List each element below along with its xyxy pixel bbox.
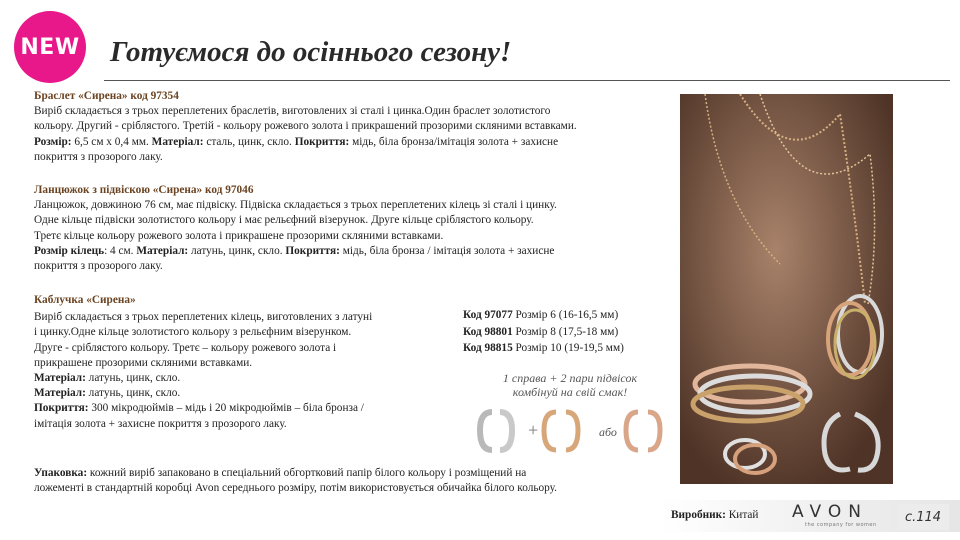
ring-coating-value: 300 мікродюймів – мідь і 20 мікродюймів – біла бронза / — [88, 402, 364, 415]
ring-material2-label: Матеріал: — [34, 387, 86, 400]
bracelet-size-label: Розмір: — [34, 135, 72, 148]
bracelet-specs — [34, 135, 674, 150]
jewelry-photo-art — [680, 94, 893, 484]
chain-material: латунь, цинк, скло. — [188, 244, 286, 257]
jewelry-photo — [680, 94, 893, 484]
bracelet-coating-2: покриття з прозорого лаку. — [34, 150, 163, 163]
ring-coating — [34, 401, 459, 416]
ring-code: Код 98815 — [463, 342, 513, 354]
chain-title: Ланцюжок з підвіскою «Сирена» код 97046 — [34, 184, 254, 196]
packaging-line-1 — [34, 466, 674, 481]
bracelet-coating-label: Покриття: — [294, 135, 350, 148]
bracelet-size: 6,5 см х 0,4 мм. — [71, 135, 152, 148]
promo-or: або — [599, 425, 617, 439]
ring-codes — [463, 307, 624, 357]
ring-coating-2: імітація золота + захисне покриття з прозорого лаку. — [34, 417, 287, 430]
avon-tagline: the company for women — [805, 522, 877, 528]
ring-code: Код 97077 — [463, 309, 513, 321]
ring-material — [34, 371, 459, 386]
packaging-section — [34, 466, 674, 496]
bracelet-material-label: Матеріал: — [151, 135, 204, 148]
ring-material-value: латунь, цинк, скло. — [85, 372, 181, 385]
packaging-label: Упаковка: — [34, 467, 88, 479]
ring-desc-4: прикрашене прозорими скляними вставками. — [34, 356, 253, 369]
manufacturer-value: Китай — [725, 509, 759, 521]
header-divider — [104, 80, 950, 81]
page-headline: Готуємося до осіннього сезону! — [110, 36, 512, 68]
ring-code: Код 98801 — [463, 325, 513, 338]
chain-material-label: Матеріал: — [136, 244, 189, 257]
ring-title: Каблучка «Сирена» — [34, 294, 136, 306]
bracelet-desc-2: кольору. Другий - сріблястого. Третій - кольору рожевого золота і прикрашений прозорими скляними вставками. — [34, 120, 577, 133]
chain-size: : 4 см. — [104, 244, 137, 257]
ring-size: Розмір 10 (19-19,5 мм) — [512, 342, 624, 354]
gold-earring-icon — [544, 412, 578, 450]
chain-coating: мідь, біла бронза / імітація золота + захисне — [339, 244, 555, 257]
chain-size-label: Розмір кілець — [34, 244, 105, 257]
packaging-line-2: ложементі в стандартній коробці Avon середнього розміру, потім використовується обичайка білого кольору. — [34, 482, 557, 495]
ring-code-row — [463, 340, 624, 357]
promo-illustration — [470, 370, 675, 470]
promo-graphic — [470, 370, 675, 470]
bracelet-coating: мідь, біла бронза/імітація золота + захисне — [349, 135, 559, 148]
manufacturer — [671, 509, 758, 521]
page-number: с.114 — [897, 504, 949, 530]
ring-code-row — [463, 324, 624, 341]
plus-sign: + — [528, 420, 539, 440]
ring-material-2 — [34, 386, 459, 401]
bracelet-title: Браслет «Сирена» код 97354 — [34, 90, 179, 102]
chain-coating-label: Покриття: — [285, 244, 340, 257]
ring-material-label: Матеріал: — [34, 372, 86, 385]
ring-coating-label: Покриття: — [34, 402, 89, 415]
ring-desc-2: і цинку.Одне кільце золотистого кольору з рельєфним візерунком. — [34, 326, 352, 339]
chain-desc-3: Третє кільце кольору рожевого золота і прикрашене прозорими скляними вставками. — [34, 229, 444, 242]
rose-earring-icon — [626, 412, 660, 450]
ring-size: Розмір 6 (16-16,5 мм) — [512, 309, 619, 321]
ring-material2-value: латунь, цинк, скло. — [85, 387, 181, 400]
bracelet-section — [34, 89, 674, 165]
chain-desc-1: Ланцюжок, довжиною 76 см, має підвіску. Підвіска складається з трьох переплетених кілець зі сталі і цинку. — [34, 199, 557, 212]
promo-line-1: 1 справа + 2 пари підвісок — [502, 371, 638, 385]
ring-size: Розмір 8 (17,5-18 мм) — [512, 325, 619, 338]
promo-line-2: комбінуй на свій смак! — [512, 385, 628, 399]
avon-logo: AVON — [792, 502, 868, 522]
ring-code-row — [463, 307, 624, 324]
bracelet-material: сталь, цинк, скло. — [203, 135, 295, 148]
packaging-text-1: кожний виріб запаковано в спеціальний обгортковий папір білого кольору і розміщений на — [87, 467, 527, 479]
manufacturer-label: Виробник: — [671, 509, 726, 521]
ring-desc-1: Виріб складається з трьох переплетених кілець, виготовлених з латуні — [34, 311, 373, 324]
silver-ring-icon — [480, 412, 512, 450]
chain-coating-2: покриття з прозорого лаку. — [34, 260, 163, 273]
chain-desc-2: Одне кільце підвіски золотистого кольору і має рельєфний візерунок. Друге кільце сріблястого кольору. — [34, 214, 534, 227]
ring-section — [34, 293, 459, 432]
chain-section — [34, 183, 674, 274]
ring-desc-3: Друге - сріблястого кольору. Третє – кольору рожевого золота і — [34, 341, 337, 354]
chain-specs — [34, 244, 674, 259]
bracelet-desc-1: Виріб складається з трьох переплетених браслетів, виготовлених зі сталі і цинка.Один браслет золотистого — [34, 105, 551, 118]
new-badge: NEW — [14, 11, 86, 83]
